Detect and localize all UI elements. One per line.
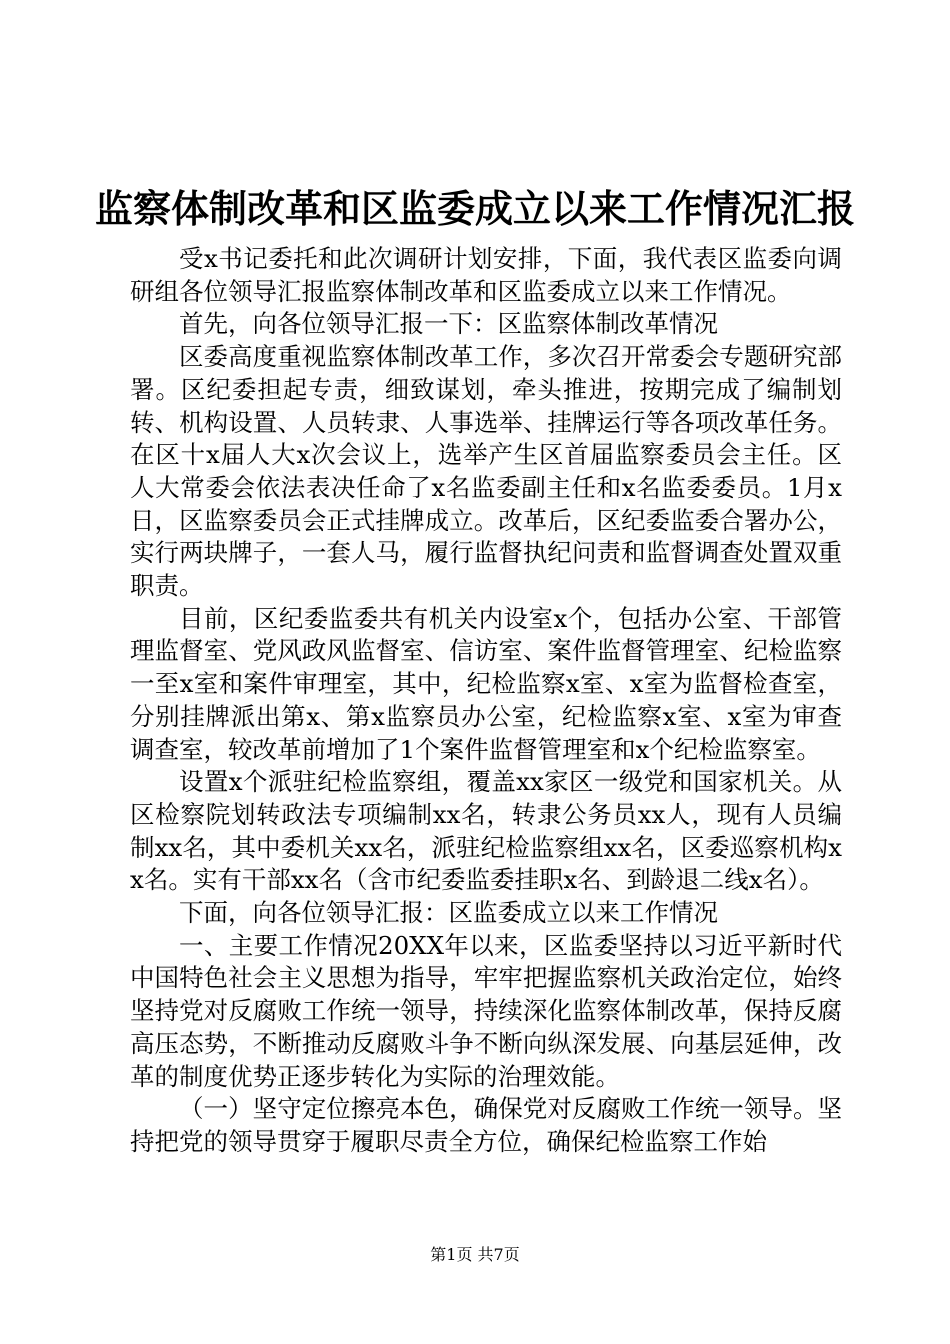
- paragraph-internal-offices: 目前，区纪委监委共有机关内设室x个，包括办公室、干部管理监督室、党风政风监督室、信访室、案件监督管理室、纪检监察一至x室和案件审理室，其中，纪检监察x室、x室为监督检查室，分别挂牌派出第x、第x监察员办公室，纪检监察x室、x室为审查调查室，较改革前增加了1个案件监督管理室和x个纪检监察室。: [130, 603, 842, 764]
- document-body: [130, 243, 842, 1159]
- page-footer: 第1页 共7页: [430, 1245, 520, 1264]
- document-title: 监察体制改革和区监委成立以来工作情况汇报: [94, 186, 855, 231]
- paragraph-section-heading-work: 下面，向各位领导汇报：区监委成立以来工作情况: [179, 898, 718, 928]
- paragraph-subsection-one: （一）坚守定位擦亮本色，确保党对反腐败工作统一领导。坚持把党的领导贯穿于履职尽责全方位，确保纪检监察工作始: [130, 1094, 842, 1156]
- paragraph-main-work: 一、主要工作情况20XX年以来，区监委坚持以习近平新时代中国特色社会主义思想为指导，牢牢把握监察机关政治定位，始终坚持党对反腐败工作统一领导，持续深化监察体制改革，保持反腐高压态势，不断推动反腐败斗争不断向纵深发展、向基层延伸，改革的制度优势正逐步转化为实际的治理效能。: [130, 930, 842, 1091]
- paragraph-section-heading-reform: 首先，向各位领导汇报一下：区监察体制改革情况: [179, 309, 718, 339]
- paragraph-intro: 受x书记委托和此次调研计划安排，下面，我代表区监委向调研组各位领导汇报监察体制改革和区监委成立以来工作情况。: [130, 244, 842, 306]
- paragraph-reform-details: 区委高度重视监察体制改革工作，多次召开常委会专题研究部署。区纪委担起专责，细致谋划，牵头推进，按期完成了编制划转、机构设置、人员转隶、人事选举、挂牌运行等各项改革任务。在区十x届人大x次会议上，选举产生区首届监察委员会主任。区人大常委会依法表决任命了x名监委副主任和x名监委委员。1月x日，区监察委员会正式挂牌成立。改革后，区纪委监委合署办公，实行两块牌子，一套人马，履行监督执纪问责和监督调查处置双重职责。: [130, 342, 842, 601]
- paragraph-stationed-groups: 设置x个派驻纪检监察组，覆盖xx家区一级党和国家机关。从区检察院划转政法专项编制xx名，转隶公务员xx人，现有人员编制xx名，其中委机关xx名，派驻纪检监察组xx名，区委巡察机构xx名。实有干部xx名（含市纪委监委挂职x名、到龄退二线x名）。: [130, 767, 842, 895]
